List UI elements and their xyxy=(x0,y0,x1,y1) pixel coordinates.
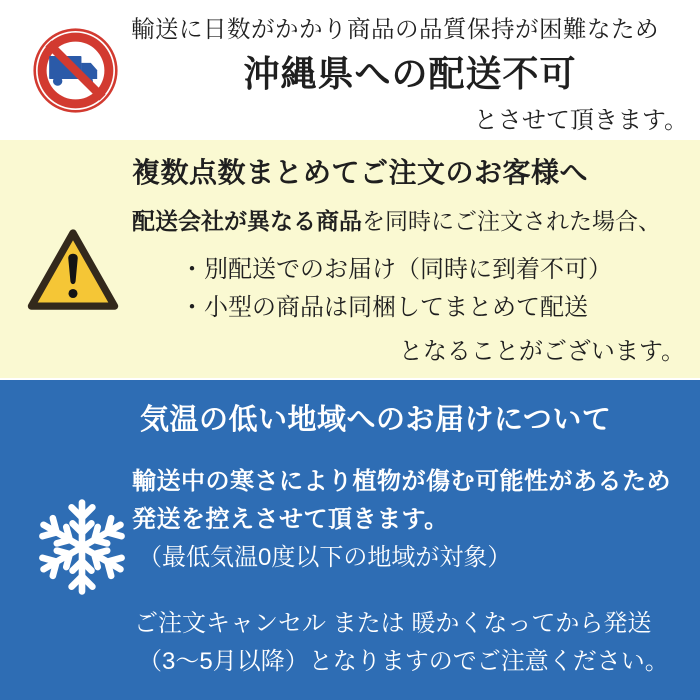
cold-region-heading: 気温の低い地域へのお届けについて xyxy=(140,404,612,436)
cold-region-line-1: 輸送中の寒さにより植物が傷む可能性があるため xyxy=(132,468,671,495)
okinawa-headline: 沖縄県への配送不可 xyxy=(243,53,577,94)
multi-order-intro-rest: を同時にご注文された場合、 xyxy=(362,208,661,234)
cold-region-line-3: （最低気温0度以下の地域が対象） xyxy=(138,544,512,571)
multi-order-heading: 複数点数まとめてご注文のお客様へ xyxy=(132,157,589,188)
okinawa-closing-text: とさせて頂きます。 xyxy=(473,107,688,134)
multi-order-bullet-2: ・小型の商品は同梱してまとめて配送 xyxy=(180,294,588,321)
cold-region-line-2: 発送を控えさせて頂きます。 xyxy=(132,506,449,533)
warning-triangle-icon xyxy=(26,223,120,317)
section-multiple-orders xyxy=(0,140,700,378)
cold-region-line-4: ご注文キャンセル または 暖かくなってから発送 xyxy=(134,610,652,637)
snowflake-icon xyxy=(30,490,134,604)
multi-order-intro xyxy=(132,203,661,236)
multi-order-outro: となることがございます。 xyxy=(398,338,685,365)
okinawa-reason-text: 輸送に日数がかかり商品の品質保持が困難なため xyxy=(131,16,659,42)
multi-order-bullet-1: ・別配送でのお届け（同時に到着不可） xyxy=(180,256,612,283)
section-cold-region xyxy=(0,380,700,700)
section-okinawa-shipping xyxy=(0,0,700,140)
no-truck-prohibition-icon xyxy=(33,28,118,113)
multi-order-intro-bold: 配送会社が異なる商品 xyxy=(132,208,362,234)
cold-region-line-5: （3～5月以降）となりますのでご注意ください。 xyxy=(138,648,669,675)
